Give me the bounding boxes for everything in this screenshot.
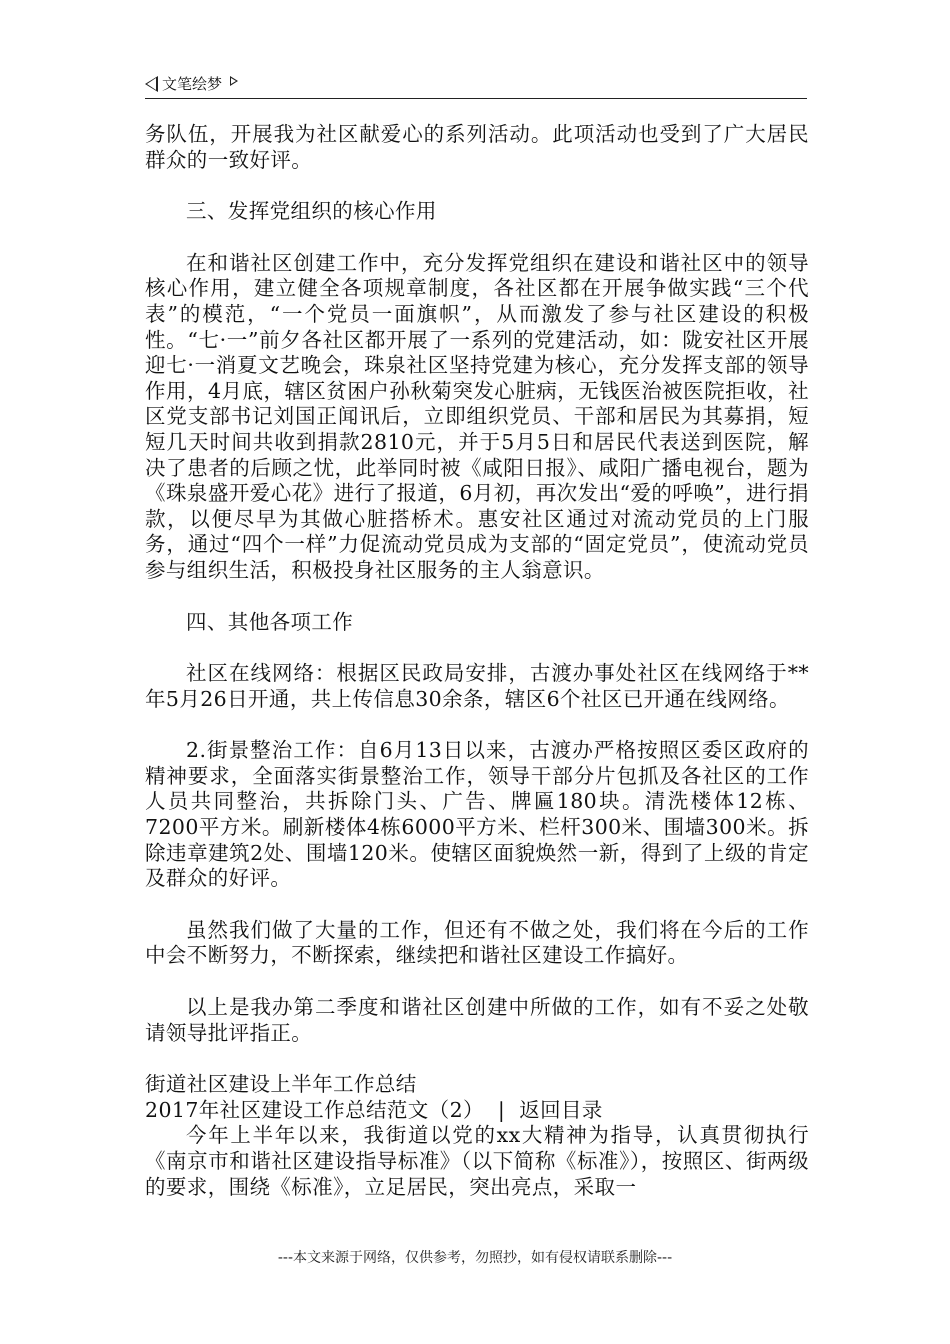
page-header — [145, 70, 807, 99]
paragraph: 2.街景整治工作：自6月13日以来，古渡办严格按照区委区政府的精神要求，全面落实街景整治工作，领导干部分片包抓及各社区的工作人员共同整治，共拆除门头、广告、牌匾180块。清洗楼体12栋、7200平方米。刷新楼体4栋6000平方米、栏杆300米、围墙300米。拆除违章建筑2处、围墙120米。使辖区面貌焕然一新，得到了上级的肯定及群众的好评。 — [145, 738, 809, 891]
back-to-toc-link[interactable]: 返回目录 — [519, 1097, 603, 1122]
triangle-right-icon — [230, 76, 238, 86]
toc-line — [145, 1098, 809, 1124]
paragraph: 虽然我们做了大量的工作，但还有不做之处，我们将在今后的工作中会不断努力，不断探索，继续把和谐社区建设工作搞好。 — [145, 917, 809, 968]
section-heading: 四、其他各项工作 — [186, 609, 354, 634]
toc-separator: | — [497, 1097, 506, 1122]
paragraph: 社区在线网络：根据区民政局安排，古渡办事处社区在线网络于**年5月26日开通，共上传信息30余条，辖区6个社区已开通在线网络。 — [145, 661, 809, 711]
paragraph: 在和谐社区创建工作中，充分发挥党组织在建设和谐社区中的领导核心作用，建立健全各项规章制度，各社区都在开展争做实践“三个代表”的模范，“一个党员一面旗帜”，从而激发了参与社区建设的积极性。“七·一”前夕各社区都开展了一系列的党建活动，如：陇安社区开展迎七·一消夏文艺晚会，珠泉社区坚持党建为核心，充分发挥支部的领导作用，4月底，辖区贫困户孙秋菊突发心脏病，无钱医治被医院拒收，社区党支部书记刘国正闻讯后，立即组织党员、干部和居民为其募捐，短短几天时间共收到捐款2810元，并于5月5日和居民代表送到医院，解决了患者的后顾之忧，此举同时被《咸阳日报》、咸阳广播电视台，题为《珠泉盛开爱心花》进行了报道，6月初，再次发出“爱的呼唤”，进行捐款，以便尽早为其做心脏搭桥术。惠安社区通过对流动党员的上门服务，通过“四个一样”力促流动党员成为支部的“固定党员”，使流动党员参与组织生活，积极投身社区服务的主人翁意识。 — [145, 250, 809, 582]
page-footer: ---本文来源于网络，仅供参考，勿照抄，如有侵权请联系删除--- — [277, 1250, 673, 1266]
paragraph: 今年上半年以来，我街道以党的xx大精神为指导，认真贯彻执行《南京市和谐社区建设指导标准》（以下简称《标准》），按照区、街两级的要求，围绕《标准》，立足居民，突出亮点，采取一 — [145, 1123, 809, 1199]
paragraph: 务队伍，开展我为社区献爱心的系列活动。此项活动也受到了广大居民群众的一致好评。 — [145, 122, 809, 172]
header-title: 文笔绘梦 — [162, 75, 223, 93]
triangle-left-icon — [145, 76, 158, 92]
paragraph: 以上是我办第二季度和谐社区创建中所做的工作，如有不妥之处敬请领导批评指正。 — [145, 995, 809, 1045]
article-title: 街道社区建设上半年工作总结 — [145, 1072, 417, 1097]
section-heading: 三、发挥党组织的核心作用 — [186, 199, 437, 224]
toc-current-title: 2017年社区建设工作总结范文（2） — [145, 1097, 484, 1122]
document-body — [145, 122, 809, 1200]
